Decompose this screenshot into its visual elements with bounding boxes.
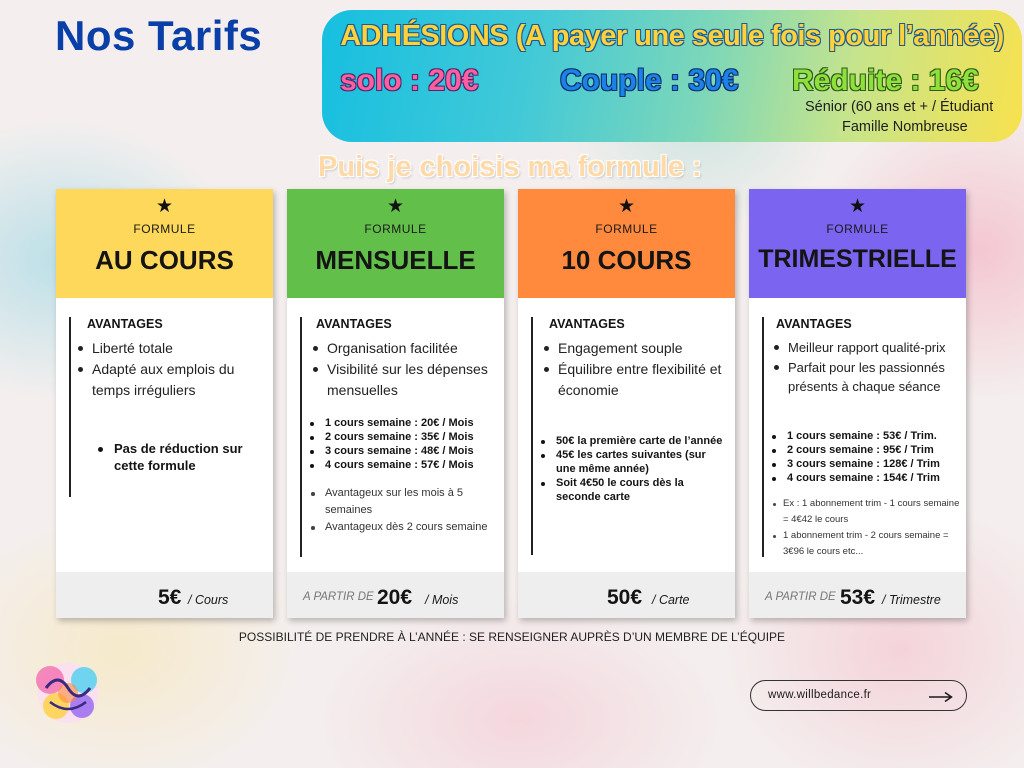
advantages-list <box>770 338 962 397</box>
formule-label: FORMULE <box>133 222 196 236</box>
list-item: 45€ les cartes suivantes (sur une même année) <box>538 448 728 476</box>
advantages-list <box>74 338 266 401</box>
card-price-bar <box>518 572 735 618</box>
reduite-note-senior: Sénior (60 ans et + / Étudiant <box>805 99 994 115</box>
card-10-cours <box>518 189 735 618</box>
card-title: 10 COURS <box>561 245 692 275</box>
list-item: Organisation facilitée <box>309 338 499 359</box>
list-item: Parfait pour les passionnés présents à chaque séance <box>770 358 962 397</box>
list-item: Adapté aux emplois du temps irréguliers <box>74 359 266 401</box>
list-item: 1 cours semaine : 53€ / Trim. <box>769 429 964 443</box>
website-url[interactable]: www.willbedance.fr <box>768 689 872 701</box>
list-item: 2 cours semaine : 95€ / Trim <box>769 443 964 457</box>
star-icon: ★ <box>386 196 405 217</box>
list-item: 4 cours semaine : 57€ / Mois <box>307 458 502 472</box>
avantages-heading: AVANTAGES <box>87 317 163 331</box>
list-item: Équilibre entre flexibilité et économie <box>540 359 730 401</box>
formule-label: FORMULE <box>826 222 889 236</box>
divider-line <box>69 317 71 497</box>
adhesion-couple-price: Couple : 30€ <box>560 64 739 97</box>
will-be-dance-logo <box>28 658 108 733</box>
divider-line <box>531 317 533 555</box>
page-title: Nos Tarifs <box>55 12 263 59</box>
price-unit: / Trimestre <box>882 593 941 607</box>
extras-list <box>307 485 497 536</box>
list-item: 2 cours semaine : 35€ / Mois <box>307 430 502 444</box>
card-header <box>749 189 966 298</box>
list-item: Ex : 1 abonnement trim - 1 cours semaine = 4€42 le cours <box>771 496 966 528</box>
avantages-heading: AVANTAGES <box>316 317 392 331</box>
examples-list <box>771 496 966 560</box>
card-price-bar <box>287 572 504 618</box>
list-item: 3 cours semaine : 48€ / Mois <box>307 444 502 458</box>
adhesion-reduite-price: Réduite : 16€ <box>792 64 979 97</box>
avantages-heading: AVANTAGES <box>776 317 852 331</box>
card-header <box>287 189 504 298</box>
formule-label: FORMULE <box>364 222 427 236</box>
price-unit: / Cours <box>188 593 229 607</box>
list-item: Visibilité sur les dépenses mensuelles <box>309 359 499 401</box>
list-item: 4 cours semaine : 154€ / Trim <box>769 471 964 485</box>
rates-list <box>769 429 964 485</box>
card-title: TRIMESTRIELLE <box>758 245 957 273</box>
reduite-note-famille: Famille Nombreuse <box>842 119 968 135</box>
card-au-cours <box>56 189 273 618</box>
card-price-bar <box>749 572 966 618</box>
card-price-bar <box>56 572 273 618</box>
list-item: Soit 4€50 le cours dès la seconde carte <box>538 476 728 504</box>
price-unit: / Carte <box>652 593 690 607</box>
formula-subtitle: Puis je choisis ma formule : <box>318 151 702 183</box>
price-prefix: A PARTIR DE <box>765 591 836 603</box>
list-item: 1 cours semaine : 20€ / Mois <box>307 416 502 430</box>
list-item: Liberté totale <box>74 338 266 359</box>
divider-line <box>762 317 764 557</box>
price-amount: 20€ <box>377 586 413 609</box>
list-item: Avantageux sur les mois à 5 semaines <box>307 485 497 519</box>
card-header <box>56 189 273 298</box>
star-icon: ★ <box>155 196 174 217</box>
list-item: 3 cours semaine : 128€ / Trim <box>769 457 964 471</box>
price-amount: 50€ <box>607 586 643 609</box>
card-mensuelle <box>287 189 504 618</box>
annual-footnote: POSSIBILITÉ DE PRENDRE À L’ANNÉE : SE RENSEIGNER AUPRÈS D’UN MEMBRE DE L’ÉQUIPE <box>238 630 786 644</box>
list-item: Avantageux dès 2 cours semaine <box>307 519 497 536</box>
price-unit: / Mois <box>425 593 459 607</box>
card-header <box>518 189 735 298</box>
adhesion-title: ADHÉSIONS (A payer une seule fois pour l’année) <box>340 20 1004 52</box>
price-amount: 5€ <box>158 586 182 609</box>
star-icon: ★ <box>848 196 867 217</box>
advantages-list <box>540 338 730 401</box>
arrow-right-icon <box>928 690 954 708</box>
list-item: 1 abonnement trim - 2 cours semaine = 3€96 le cours etc... <box>771 528 966 560</box>
star-icon: ★ <box>617 196 636 217</box>
website-link-button[interactable] <box>750 680 967 711</box>
adhesion-banner <box>322 10 1022 142</box>
adhesion-solo-price: solo : 20€ <box>340 64 479 97</box>
advantages-list <box>309 338 499 401</box>
list-item: Engagement souple <box>540 338 730 359</box>
card-trimestrielle <box>749 189 966 618</box>
card-title: AU COURS <box>95 245 234 275</box>
price-amount: 53€ <box>840 586 876 609</box>
rates-list <box>307 416 502 472</box>
rates-list <box>538 434 728 504</box>
list-item: Meilleur rapport qualité-prix <box>770 338 962 358</box>
avantages-heading: AVANTAGES <box>549 317 625 331</box>
divider-line <box>300 317 302 557</box>
card-title: MENSUELLE <box>315 245 476 275</box>
no-reduction-note: Pas de réduction sur cette formule <box>114 440 264 474</box>
price-prefix: A PARTIR DE <box>303 591 374 603</box>
list-item: 50€ la première carte de l’année <box>538 434 728 448</box>
formule-label: FORMULE <box>595 222 658 236</box>
